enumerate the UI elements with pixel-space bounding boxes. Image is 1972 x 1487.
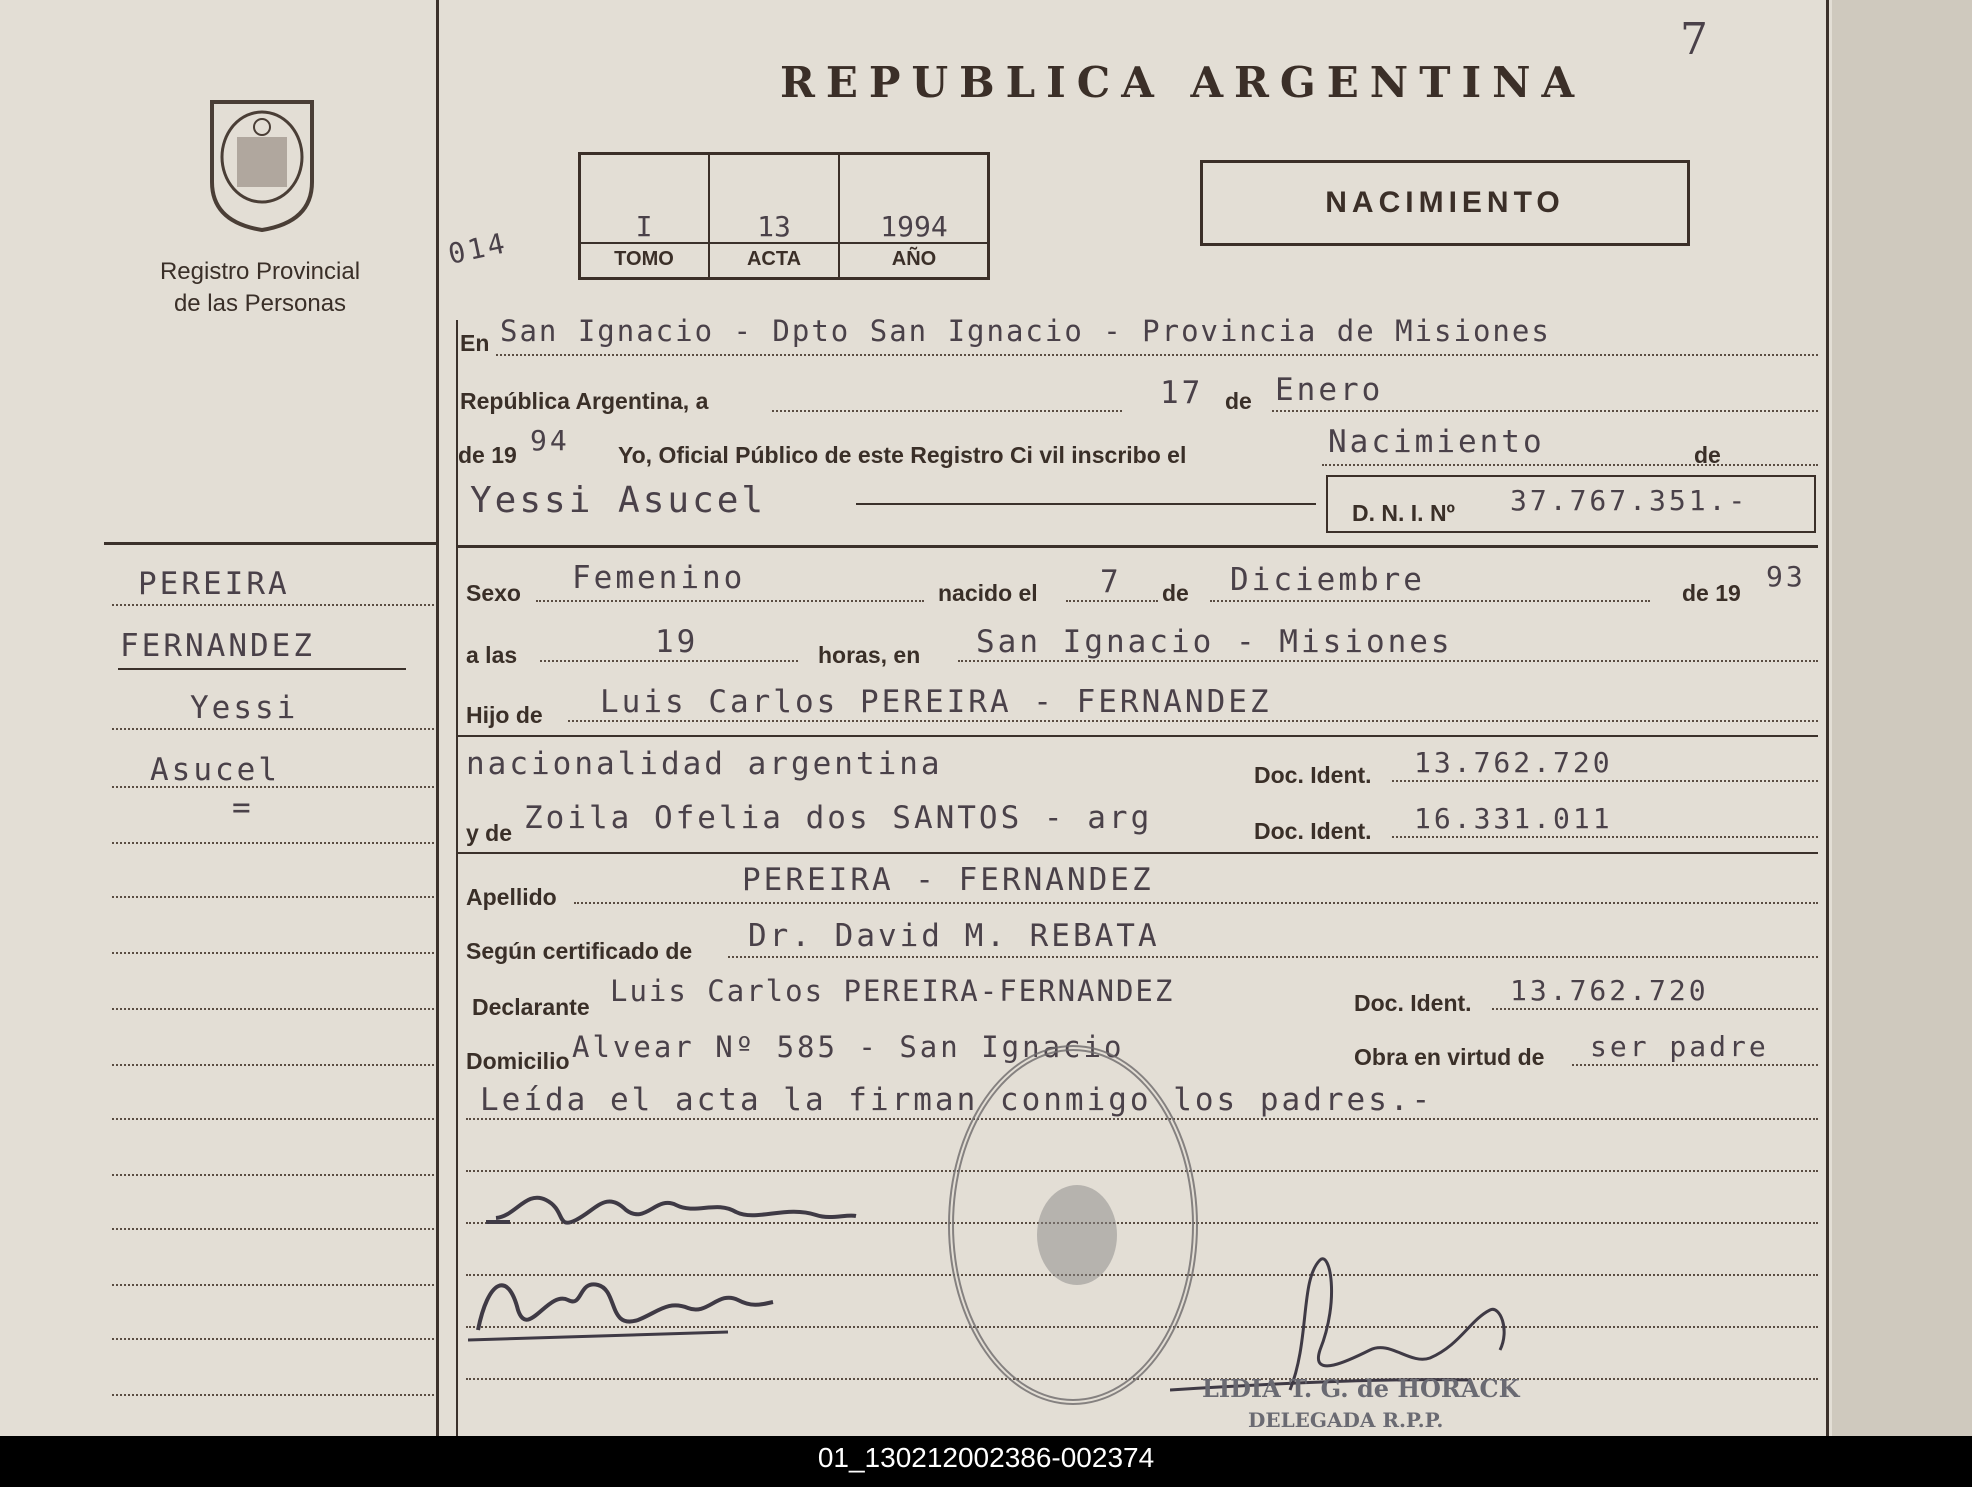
label-republica: República Argentina, a — [460, 388, 709, 414]
label-a-las: a las — [466, 642, 518, 668]
label-de: de — [1225, 388, 1252, 414]
label-horas-en: horas, en — [818, 642, 921, 668]
month-value: Enero — [1275, 372, 1384, 408]
page-number: 7 — [1680, 14, 1708, 65]
declarant-name: Luis Carlos PEREIRA-FERNANDEZ — [610, 974, 1175, 1008]
dotted-line — [112, 786, 434, 788]
place-value: San Ignacio - Dpto San Ignacio - Provincia de Misiones — [500, 314, 1551, 348]
acta-value: 13 — [757, 210, 791, 243]
father-doc: 13.762.720 — [1414, 746, 1613, 779]
label-de-19-b: de 19 — [1682, 580, 1741, 606]
dotted-line — [112, 1338, 434, 1340]
dotted-line — [568, 720, 1818, 722]
margin-line-1: PEREIRA — [138, 566, 290, 602]
dotted-line — [112, 1118, 434, 1120]
closing-statement: Leída el acta la firman conmigo los padres.- — [480, 1082, 1434, 1118]
label-domicilio: Domicilio — [466, 1048, 570, 1074]
birth-day: 7 — [1100, 564, 1122, 600]
birth-place: San Ignacio - Misiones — [976, 624, 1453, 660]
mother-name: Zoila Ofelia dos SANTOS - arg — [524, 800, 1153, 836]
label-doc-ident-3: Doc. Ident. — [1354, 990, 1472, 1016]
margin-line-2: FERNANDEZ — [120, 628, 315, 664]
dotted-line — [1322, 464, 1818, 466]
label-y-de: y de — [466, 820, 513, 846]
country-title: REPUBLICA ARGENTINA — [780, 58, 1586, 107]
dotted-line — [112, 1284, 434, 1286]
act-type: NACIMIENTO — [1325, 186, 1565, 219]
margin-note: 014 — [445, 226, 511, 271]
section-divider — [104, 542, 438, 545]
registry-line-2: de las Personas — [173, 290, 347, 317]
label-sexo: Sexo — [466, 580, 521, 606]
dotted-line — [112, 1064, 434, 1066]
dotted-line — [496, 354, 1818, 356]
dotted-line — [772, 410, 1122, 412]
dotted-line — [574, 902, 1818, 904]
dotted-line — [112, 1394, 434, 1396]
declarant-doc: 13.762.720 — [1510, 974, 1709, 1007]
dotted-line — [112, 1228, 434, 1230]
ano-label: AÑO — [891, 248, 937, 270]
label-yo-oficial: Yo, Oficial Público de este Registro Ci vil inscribo el — [618, 442, 1187, 468]
sex-value: Femenino — [572, 560, 746, 596]
tomo-value: I — [635, 210, 653, 243]
right-frame-border — [1826, 0, 1829, 1436]
surname-value: PEREIRA - FERNANDEZ — [742, 862, 1154, 898]
section-divider — [456, 545, 1818, 548]
father-signature-icon — [486, 1170, 866, 1240]
virtue-value: ser padre — [1590, 1030, 1769, 1063]
child-name: Yessi Asucel — [470, 480, 767, 521]
birth-month: Diciembre — [1230, 562, 1425, 598]
nationality: nacionalidad argentina — [466, 746, 943, 782]
registry-line-1: Registro Provincial — [159, 258, 361, 285]
margin-line-3: Yessi — [190, 690, 299, 726]
year-suffix: 94 — [530, 424, 570, 457]
dotted-line — [112, 604, 434, 606]
label-de-mid: de — [1162, 580, 1189, 606]
label-de-19: de 19 — [458, 442, 517, 468]
label-hijo-de: Hijo de — [466, 702, 543, 728]
stamp-emblem-icon — [1032, 1180, 1122, 1290]
dotted-line — [1210, 600, 1650, 602]
image-id: 01_130212002386-002374 — [817, 1442, 1155, 1473]
name-underline — [856, 503, 1316, 505]
dotted-line — [112, 728, 434, 730]
dotted-line — [466, 1378, 1818, 1380]
birth-hour: 19 — [655, 624, 699, 660]
label-doc-ident-2: Doc. Ident. — [1254, 818, 1372, 844]
paper-edge — [1832, 0, 1972, 1436]
dotted-line — [112, 1174, 434, 1176]
father-name: Luis Carlos PEREIRA - FERNANDEZ — [600, 684, 1272, 720]
row-rule — [456, 852, 1818, 854]
left-column-border — [436, 0, 439, 1436]
address-value: Alvear Nº 585 - San Ignacio — [572, 1030, 1125, 1064]
provincial-seal-icon — [192, 82, 332, 232]
dni-value: 37.767.351.- — [1510, 484, 1749, 517]
label-de-final: de — [1694, 442, 1721, 468]
event-type: Nacimiento — [1328, 424, 1545, 460]
dotted-line — [540, 660, 798, 662]
label-apellido: Apellido — [466, 884, 557, 910]
ano-value: 1994 — [880, 210, 948, 243]
margin-underline — [118, 668, 406, 670]
dotted-line — [1066, 600, 1158, 602]
label-en: En — [460, 330, 490, 356]
day-value: 17 — [1160, 375, 1204, 411]
certificate-by: Dr. David M. REBATA — [748, 918, 1160, 954]
dotted-line — [112, 842, 434, 844]
inner-left-border — [456, 320, 458, 1436]
officer-name: LIDIA T. G. de HORACK — [1202, 1374, 1520, 1403]
dotted-line — [728, 956, 1818, 958]
label-segun: Según certificado de — [466, 938, 693, 964]
dotted-line — [1492, 1008, 1818, 1010]
mother-doc: 16.331.011 — [1414, 802, 1613, 835]
margin-line-4: Asucel — [150, 752, 280, 788]
margin-line-5: = — [232, 790, 254, 826]
dotted-line — [958, 660, 1818, 662]
mother-signature-icon — [468, 1260, 778, 1350]
dotted-line — [1392, 836, 1818, 838]
officer-title: DELEGADA R.P.P. — [1248, 1408, 1444, 1432]
dotted-line — [536, 600, 924, 602]
label-dni: D. N. I. Nº — [1352, 500, 1455, 526]
dotted-line — [112, 1008, 434, 1010]
row-rule — [456, 735, 1818, 737]
label-doc-ident-1: Doc. Ident. — [1254, 762, 1372, 788]
acta-label: ACTA — [746, 248, 802, 270]
dotted-line — [112, 952, 434, 954]
label-obra-virtud: Obra en virtud de — [1354, 1044, 1545, 1070]
dotted-line — [1572, 1064, 1818, 1066]
registry-name — [140, 258, 380, 318]
label-nacido-el: nacido el — [938, 580, 1038, 606]
birth-year-suffix: 93 — [1766, 560, 1806, 593]
dotted-line — [1272, 410, 1818, 412]
label-declarante: Declarante — [472, 994, 590, 1020]
tomo-label: TOMO — [614, 248, 674, 270]
dotted-line — [112, 896, 434, 898]
dotted-line — [1392, 780, 1818, 782]
